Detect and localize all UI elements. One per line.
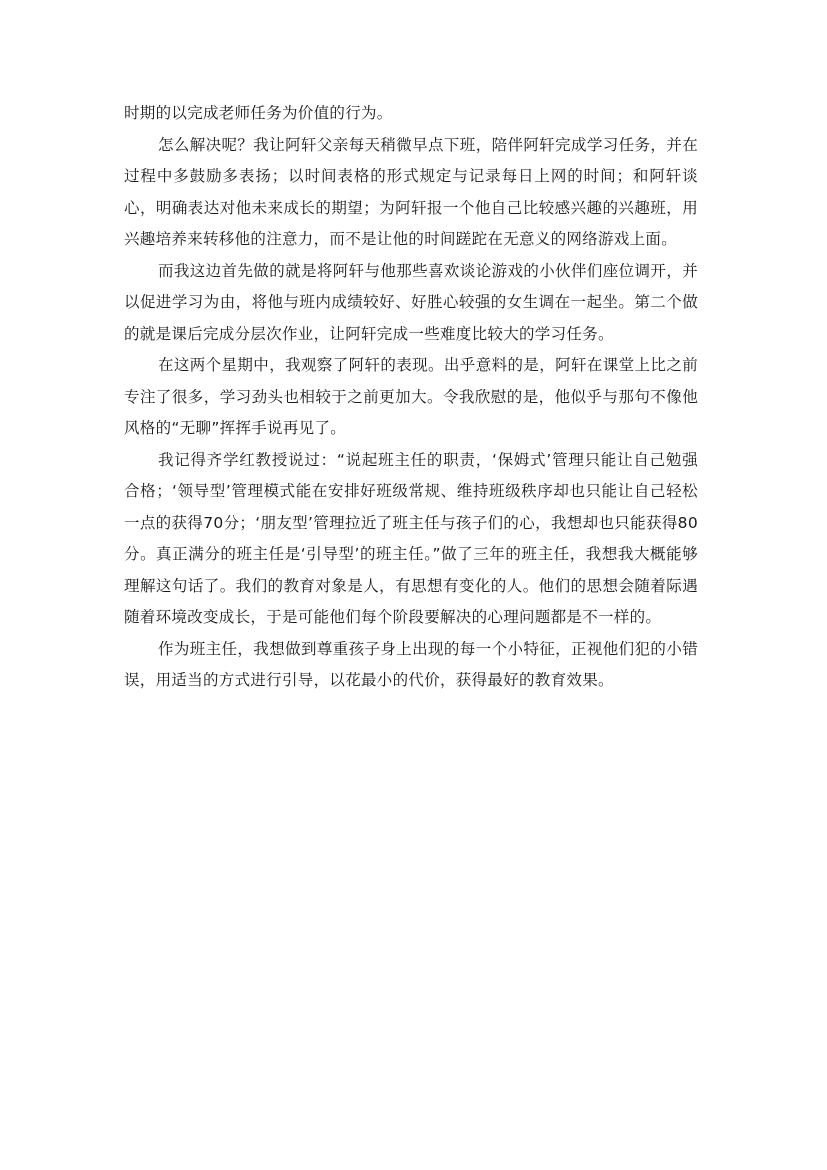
paragraph: 时期的以完成老师任务为价值的行为。: [124, 104, 393, 122]
paragraph: 而我这边首先做的就是将阿轩与他那些喜欢谈论游戏的小伙伴们座位调开，并以促进学习为由，将他与班内成绩较好、好胜心较强的女生调在一起坐。第二个做的就是课后完成分层次作业，让阿轩完成一些难度比较大的学习任务。: [124, 261, 698, 343]
document-body: [124, 98, 698, 697]
paragraph: 怎么解决呢？我让阿轩父亲每天稍微早点下班，陪伴阿轩完成学习任务，并在过程中多鼓励多表扬；以时间表格的形式规定与记录每日上网的时间；和阿轩谈心，明确表达对他未来成长的期望；为阿轩报一个他自己比较感兴趣的兴趣班，用兴趣培养来转移他的注意力，而不是让他的时间蹉跎在无意义的网络游戏上面。: [124, 135, 698, 248]
paragraph: 作为班主任，我想做到尊重孩子身上出现的每一个小特征，正视他们犯的小错误，用适当的方式进行引导，以花最小的代价，获得最好的教育效果。: [124, 639, 698, 689]
paragraph: 我记得齐学红教授说过：“说起班主任的职责，‘保姆式’管理只能让自己勉强合格；‘领导型’管理模式能在安排好班级常规、维持班级秩序却也只能让自己轻松一点的获得70分；‘朋友型’管理拉近了班主任与孩子们的心，我想却也只能获得80分。真正满分的班主任是‘引导型’的班主任。”做了三年的班主任，我想我大概能够理解这句话了。我们的教育对象是人，有思想有变化的人。他们的思想会随着际遇随着环境改变成长，于是可能他们每个阶段要解决的心理问题都是不一样的。: [124, 450, 698, 626]
paragraph: 在这两个星期中，我观察了阿轩的表现。出乎意料的是，阿轩在课堂上比之前专注了很多，学习劲头也相较于之前更加大。令我欣慰的是，他似乎与那句不像他风格的“无聊”挥挥手说再见了。: [124, 356, 698, 437]
